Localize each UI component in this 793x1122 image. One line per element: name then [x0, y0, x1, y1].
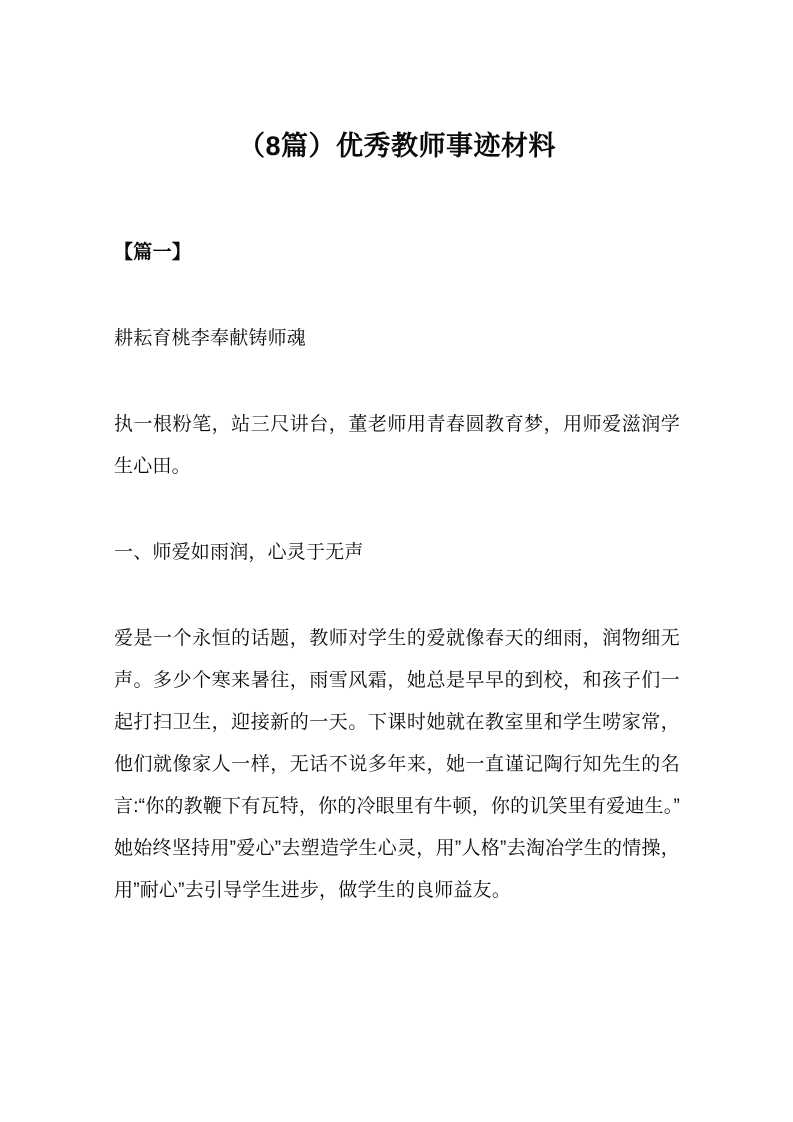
article-subtitle: 耕耘育桃李奉献铸师魂 — [114, 328, 307, 349]
lead-paragraph: 执一根粉笔，站三尺讲台，董老师用青春圆教育梦，用师爱滋润学生心田。 — [114, 414, 680, 477]
section-label-pian-yi: 【篇一】 — [114, 242, 192, 263]
document-content — [114, 0, 680, 912]
body-paragraph: 爱是一个永恒的话题，教师对学生的爱就像春天的细雨，润物细无声。多少个寒来暑往，雨雪风霜，她总是早早的到校，和孩子们一起打扫卫生，迎接新的一天。下课时她就在教室里和学生唠家常，他们就像家人一样，无话不说多年来，她一直谨记陶行知先生的名言:“你的教鞭下有瓦特，你的冷眼里有牛顿，你的讥笑里有爱迪生。”她始终坚持用”爱心”去塑造学生心灵，用”人格”去淘冶学生的情操，用”耐心”去引导学生进步，做学生的良师益友。 — [114, 628, 680, 901]
page-title: （8篇）优秀教师事迹材料 — [237, 131, 556, 161]
section-heading-one: 一、师爱如雨润，心灵于无声 — [114, 542, 364, 563]
